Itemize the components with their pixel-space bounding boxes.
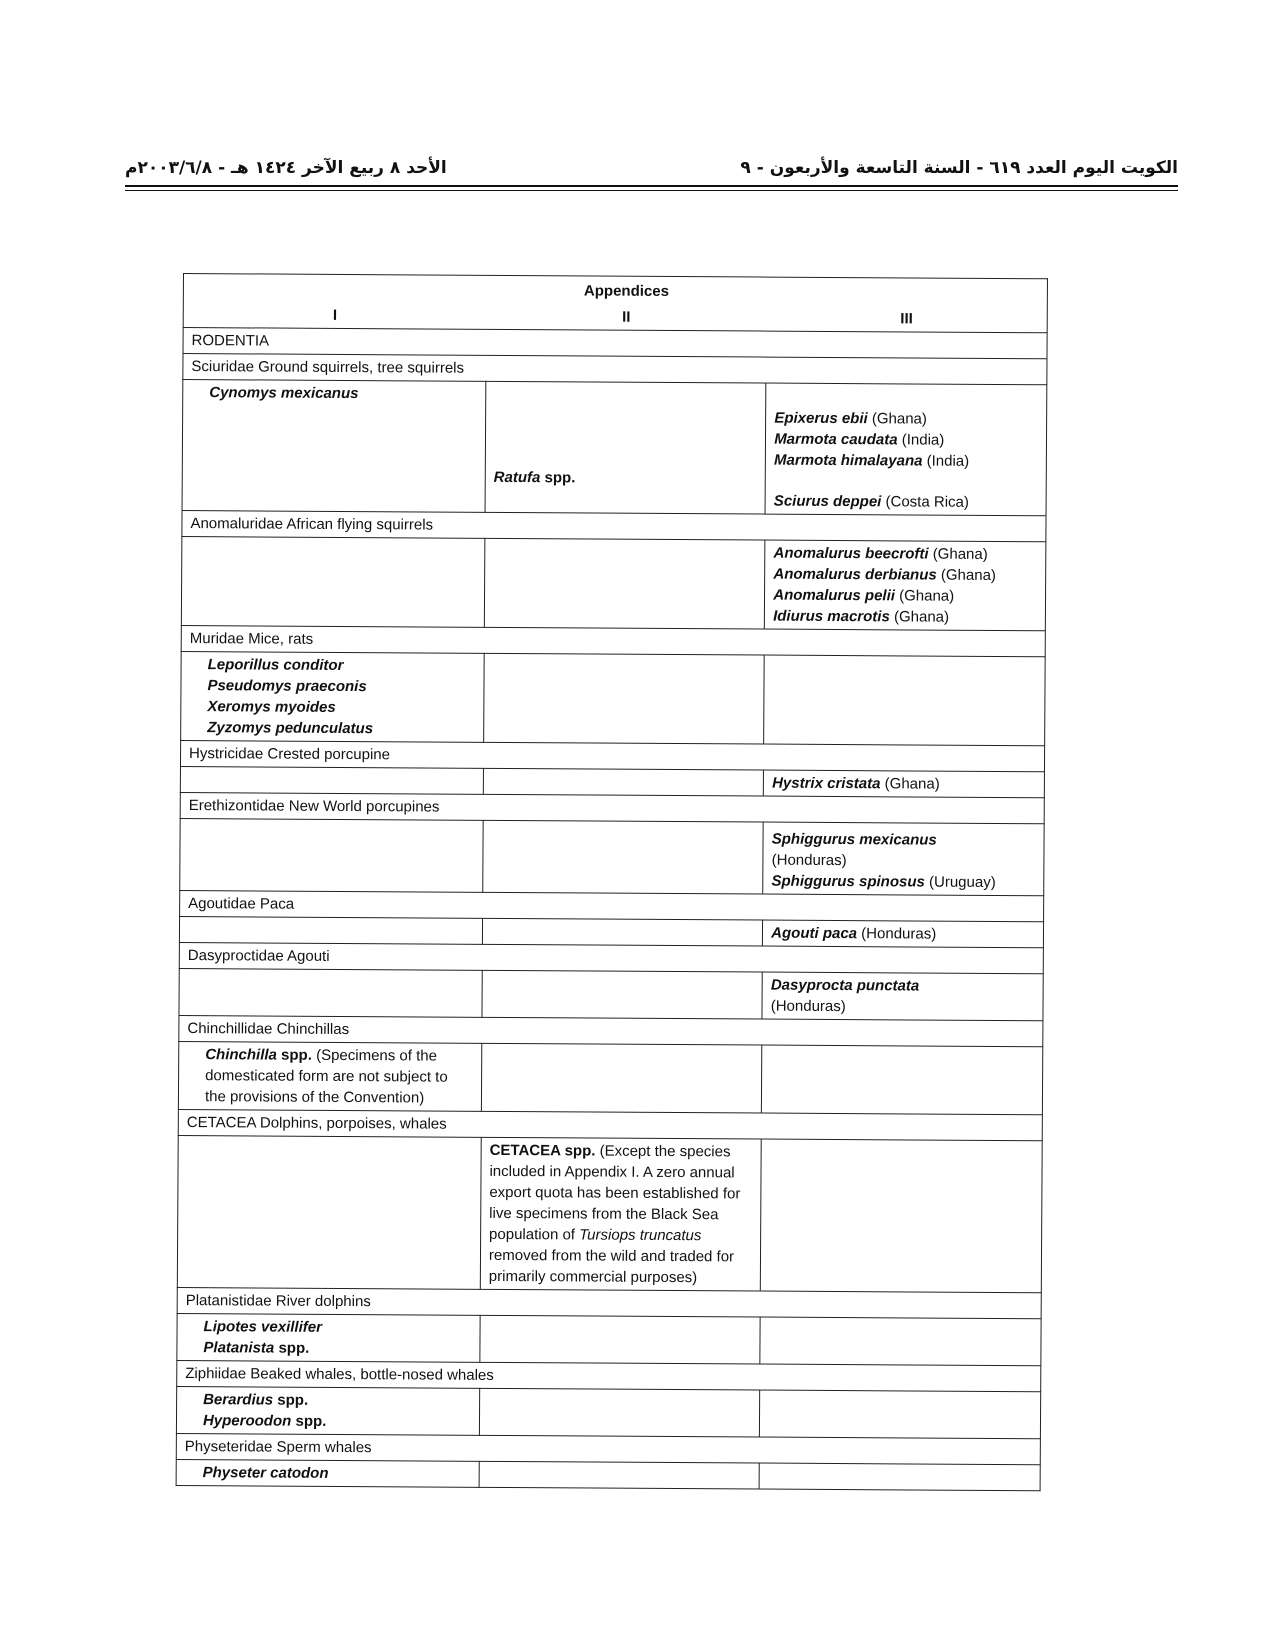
column-header-ii: II [486,304,766,331]
species-entry: Idiurus macrotis [773,607,890,626]
table-row [177,1135,1042,1292]
country-label: (Ghana) [884,775,940,793]
country-label: (Ghana) [899,587,955,605]
cell-appendix-ii [483,820,764,894]
header-rule [125,185,1178,187]
country-label: (Honduras) [771,851,847,870]
family-row-agoutidae: Agoutidae Paca [180,890,1044,921]
cell-appendix-iii [764,770,1045,798]
cell-appendix-ii [479,1388,760,1437]
country-label: (Ghana) [940,566,997,584]
species-spp: spp. [295,1412,327,1430]
order-row-rodentia: RODENTIA [183,328,1047,359]
table-row [178,1041,1042,1114]
family-row-chinchillidae: Chinchillidae Chinchillas [179,1015,1043,1046]
species-entry: Marmota caudata [774,430,898,449]
species-note: (Specimens of the domesticated form are not subject to the provisions of the Convention) [204,1046,448,1107]
cell-appendix-ii [483,768,763,796]
cell-appendix-iii [761,1139,1043,1293]
species-entry: Pseudomys praeconis [207,677,367,696]
family-row-sciuridae: Sciuridae Ground squirrels, tree squirrels [183,354,1047,385]
cell-appendix-i [177,1135,481,1289]
species-entry: Dasyprocta punctata [770,976,920,995]
species-entry: Sphiggurus mexicanus [771,830,937,849]
species-spp: spp. [281,1046,312,1064]
table-row [181,536,1046,630]
header-date: الأحد ٨ ربيع الآخر ١٤٢٤ هـ - ٢٠٠٣/٦/٨م [125,158,447,178]
column-header-iii: III [766,306,1047,333]
country-label: (Ghana) [893,608,950,626]
cell-appendix-i [179,968,482,1017]
species-entry: Agouti paca [771,924,858,943]
species-note: (Except the species included in Appendix I. A zero annual export quota has been established for live specimens from the Black Sea population of [489,1142,741,1244]
cell-appendix-ii [480,1137,761,1291]
species-entry: Hyperoodon [202,1412,292,1430]
cell-appendix-i [176,1386,479,1435]
family-row-ziphiidae: Ziphiidae Beaked whales, bottle-nosed whales [177,1360,1041,1391]
country-label: (India) [926,452,970,470]
species-entry: Platanista [203,1339,275,1357]
cell-appendix-i [176,1459,479,1487]
cell-appendix-i [181,651,484,742]
family-row-erethizontidae: Erethizontidae New World porcupines [180,792,1044,823]
table-row [182,380,1047,516]
species-note-italic: Tursiops truncatus [579,1226,702,1245]
cell-appendix-i [180,766,483,794]
family-row-muridae: Muridae Mice, rats [181,625,1045,656]
cell-appendix-i [179,916,482,944]
table-row [181,651,1046,745]
order-row-cetacea: CETACEA Dolphins, porpoises, whales [178,1109,1042,1140]
table-row [176,1386,1040,1438]
cell-appendix-iii [765,540,1046,631]
species-spp: spp. [277,1391,309,1409]
family-row-physeteridae: Physeteridae Sperm whales [176,1433,1040,1464]
country-label: (Honduras) [861,925,937,943]
country-label: (Costa Rica) [885,493,969,511]
cell-appendix-ii [485,381,766,514]
species-entry: Physeter catodon [202,1464,329,1482]
cell-appendix-iii [762,1045,1043,1115]
table-row [179,968,1043,1020]
header-issue: الكويت اليوم العدد ٦١٩ - السنة التاسعة والأربعون - ٩ [740,158,1178,178]
species-entry: Leporillus conditor [207,656,344,674]
cell-appendix-i [178,1041,481,1111]
species-entry: Xeromys myoides [207,698,336,716]
appendices-table [176,273,1048,1491]
cell-appendix-ii [482,970,763,1019]
species-entry: Berardius [203,1391,274,1409]
cell-appendix-ii [480,1315,761,1364]
header-rule-thin [125,190,1178,191]
family-row-hystricidae: Hystricidae Crested porcupine [180,740,1044,771]
cell-appendix-iii [763,920,1044,948]
cell-appendix-iii [764,655,1045,746]
species-entry: Anomalurus pelii [773,586,895,605]
family-row-anomaluridae: Anomaluridae African flying squirrels [182,510,1046,541]
cell-appendix-iii [759,1463,1040,1491]
cell-appendix-ii [482,918,762,946]
species-entry: Hystrix cristata [772,774,881,793]
country-label: (Ghana) [871,410,927,428]
table-row [176,1459,1040,1490]
species-note: removed from the wild and traded for primarily commercial purposes) [488,1246,735,1287]
country-label: (Ghana) [932,545,988,563]
cell-appendix-ii [484,538,765,629]
species-entry: Cynomys mexicanus [209,384,359,403]
cell-appendix-iii [763,822,1044,896]
cell-appendix-iii [762,972,1043,1021]
species-entry: Lipotes vexillifer [203,1318,322,1336]
table-row [180,818,1044,895]
species-entry: Anomalurus beecrofti [773,544,929,563]
cell-appendix-iii [765,383,1047,516]
species-entry: Zyzomys pedunculatus [207,719,374,738]
cell-appendix-i [177,1313,480,1362]
species-entry: Anomalurus derbianus [773,565,937,584]
cell-appendix-ii [481,1043,762,1113]
country-label: (Uruguay) [928,873,996,891]
species-entry: Sphiggurus spinosus [771,872,925,891]
table-row [177,1313,1041,1365]
cell-appendix-i [180,818,483,892]
cell-appendix-iii [760,1317,1041,1366]
species-entry: Epixerus ebii [774,409,868,428]
cell-appendix-ii [484,653,765,744]
cell-appendix-iii [760,1390,1041,1439]
species-spp: spp. [544,469,576,487]
country-label: (India) [901,431,945,449]
column-header-i: I [183,302,486,329]
species-entry: Marmota himalayana [774,451,923,470]
species-entry: Chinchilla [205,1046,277,1064]
cell-appendix-i [181,536,484,627]
family-row-platanistidae: Platanistidae River dolphins [177,1287,1041,1318]
species-spp: spp. [278,1339,310,1357]
appendices-title: Appendices [486,275,766,305]
species-entry: Ratufa [493,468,541,487]
species-entry: CETACEA spp. [489,1141,596,1160]
species-entry: Sciurus deppei [773,492,882,511]
cell-appendix-ii [479,1461,759,1489]
family-row-dasyproctidae: Dasyproctidae Agouti [179,942,1043,973]
country-label: (Honduras) [770,997,846,1016]
cell-appendix-i [182,380,486,513]
page-header [125,150,1178,196]
